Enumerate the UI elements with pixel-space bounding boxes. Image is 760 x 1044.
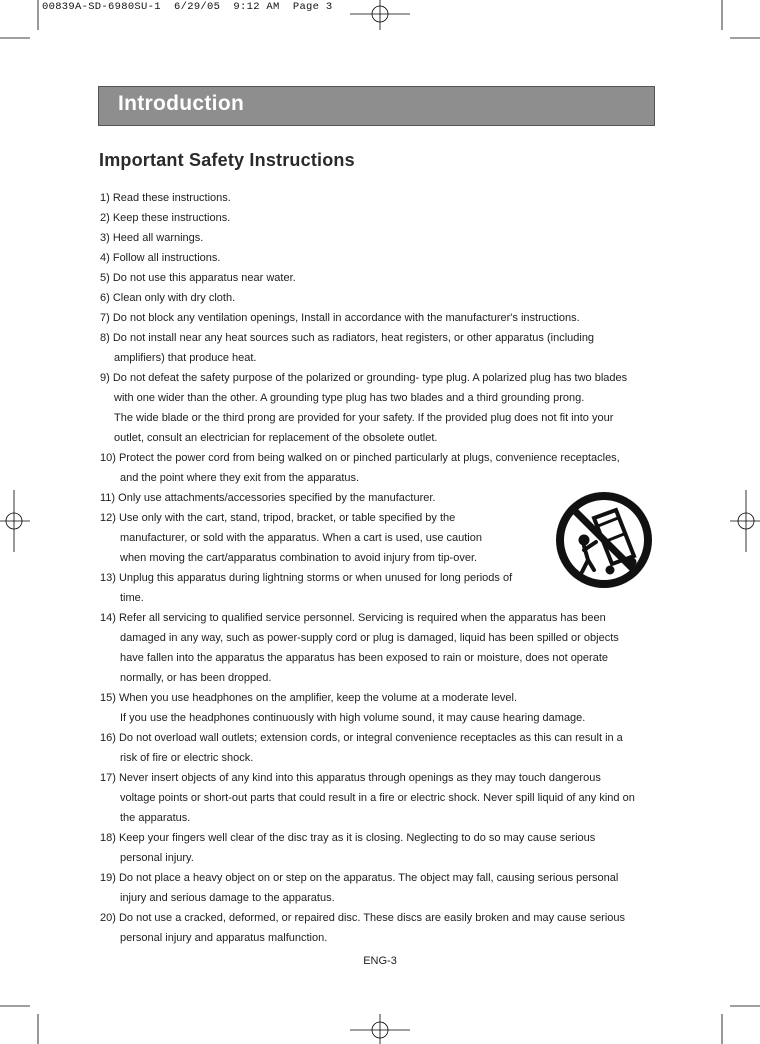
instruction-continuation: normally, or has been dropped. <box>120 672 272 684</box>
instruction-text <box>100 288 660 308</box>
instruction-number: 5) <box>100 272 110 284</box>
instruction-text <box>100 248 660 268</box>
instruction-item <box>100 448 660 488</box>
instruction-item <box>100 208 660 228</box>
instruction-number: 10) <box>100 452 116 464</box>
registration-mark-icon <box>350 1014 410 1044</box>
instruction-item <box>100 368 660 448</box>
instruction-line: Do not use a cracked, deformed, or repaired disc. These discs are easily broken and may cause serious <box>118 912 626 924</box>
instruction-line: Do not place a heavy object on or step on the apparatus. The object may fall, causing serious personal <box>118 872 619 884</box>
instruction-continuation: If you use the headphones continuously with high volume sound, it may cause hearing damage. <box>120 712 586 724</box>
cart-tip-over-warning-icon <box>554 490 654 590</box>
instruction-line: Keep your fingers well clear of the disc tray as it is closing. Neglecting to do so may cause serious <box>118 832 596 844</box>
instruction-text <box>100 328 660 348</box>
instruction-number: 17) <box>100 772 116 784</box>
instruction-line: Never insert objects of any kind into this apparatus through openings as they may touch dangerous <box>118 772 601 784</box>
instruction-continuation: manufacturer, or sold with the apparatus. When a cart is used, use caution <box>120 532 482 544</box>
instruction-item <box>100 868 660 908</box>
section-title: Introduction <box>118 92 245 115</box>
page-number: ENG-3 <box>363 955 397 967</box>
instruction-continuation: The wide blade or the third prong are provided for your safety. If the provided plug does not fit into your <box>114 412 614 424</box>
instruction-item <box>100 828 660 868</box>
instruction-number: 6) <box>100 292 110 304</box>
instruction-number: 2) <box>100 212 110 224</box>
instruction-line: Only use attachments/accessories specified by the manufacturer. <box>118 492 436 504</box>
instruction-continuation: time. <box>120 592 144 604</box>
instruction-line: Clean only with dry cloth. <box>112 292 236 304</box>
instruction-line: Do not block any ventilation openings, Install in accordance with the manufacturer's instructions. <box>112 312 580 324</box>
instruction-item <box>100 228 660 248</box>
registration-mark-icon <box>0 490 30 552</box>
instruction-item <box>100 728 660 768</box>
instruction-item <box>100 768 660 828</box>
instruction-line: Follow all instructions. <box>112 252 221 264</box>
instruction-line: Do not defeat the safety purpose of the polarized or grounding- type plug. A polarized plug has two blades <box>112 372 628 384</box>
instruction-text <box>100 208 660 228</box>
instruction-continuation: have fallen into the apparatus the apparatus has been exposed to rain or moisture, does not operate <box>120 652 608 664</box>
instruction-line: Unplug this apparatus during lightning storms or when unused for long periods of <box>118 572 513 584</box>
instruction-number: 19) <box>100 872 116 884</box>
instruction-text <box>100 728 660 748</box>
registration-mark-icon <box>350 0 410 30</box>
instruction-item <box>100 328 660 368</box>
instruction-line: Read these instructions. <box>112 192 231 204</box>
instruction-number: 3) <box>100 232 110 244</box>
instruction-text <box>100 868 660 888</box>
instruction-item <box>100 688 660 728</box>
instruction-number: 4) <box>100 252 110 264</box>
instruction-number: 14) <box>100 612 116 624</box>
instruction-number: 7) <box>100 312 110 324</box>
instruction-continuation: amplifiers) that produce heat. <box>114 352 257 364</box>
instruction-text <box>100 188 660 208</box>
instruction-item <box>100 608 660 688</box>
instruction-item <box>100 188 660 208</box>
instruction-text <box>100 308 660 328</box>
instruction-continuation: when moving the cart/apparatus combination to avoid injury from tip-over. <box>120 552 478 564</box>
instruction-number: 18) <box>100 832 116 844</box>
instruction-text <box>100 268 660 288</box>
print-header: 00839A-SD-6980SU-1 6/29/05 9:12 AM Page 3 <box>42 1 333 13</box>
instruction-continuation: outlet, consult an electrician for replacement of the obsolete outlet. <box>114 432 438 444</box>
instruction-continuation: voltage points or short-out parts that could result in a fire or electric shock. Never spill liquid of any kind on <box>120 792 635 804</box>
instruction-line: Protect the power cord from being walked on or pinched particularly at plugs, convenience receptacles, <box>118 452 620 464</box>
instruction-number: 11) <box>100 492 116 504</box>
instruction-line: Do not use this apparatus near water. <box>112 272 296 284</box>
instruction-item <box>100 288 660 308</box>
instruction-number: 16) <box>100 732 116 744</box>
instruction-continuation: and the point where they exit from the apparatus. <box>120 472 360 484</box>
instruction-number: 12) <box>100 512 116 524</box>
instruction-number: 9) <box>100 372 110 384</box>
instruction-item <box>100 248 660 268</box>
instruction-continuation: the apparatus. <box>120 812 191 824</box>
instruction-continuation: damaged in any way, such as power-supply cord or plug is damaged, liquid has been spilled or objects <box>120 632 619 644</box>
instruction-item <box>100 308 660 328</box>
instruction-continuation: with one wider than the other. A grounding type plug has two blades and a third grounding prong. <box>114 392 585 404</box>
instruction-number: 1) <box>100 192 110 204</box>
instruction-text <box>100 768 660 788</box>
instruction-continuation: injury and serious damage to the apparatus. <box>120 892 335 904</box>
instruction-text <box>100 688 660 708</box>
instruction-line: When you use headphones on the amplifier, keep the volume at a moderate level. <box>118 692 518 704</box>
instruction-number: 13) <box>100 572 116 584</box>
instruction-text <box>100 368 660 388</box>
instruction-item <box>100 268 660 288</box>
instruction-number: 15) <box>100 692 116 704</box>
instruction-number: 8) <box>100 332 110 344</box>
instruction-text <box>100 448 660 468</box>
instruction-continuation: personal injury and apparatus malfunction. <box>120 932 328 944</box>
section-banner <box>98 86 655 126</box>
instruction-text <box>100 908 660 928</box>
instruction-item <box>100 908 660 948</box>
instruction-continuation: risk of fire or electric shock. <box>120 752 254 764</box>
instruction-text <box>100 228 660 248</box>
instruction-number: 20) <box>100 912 116 924</box>
instruction-line: Refer all servicing to qualified service personnel. Servicing is required when the apparatus has been <box>118 612 606 624</box>
instruction-line: Keep these instructions. <box>112 212 231 224</box>
page-heading: Important Safety Instructions <box>99 150 355 170</box>
instruction-line: Do not install near any heat sources such as radiators, heat registers, or other apparatus (including <box>112 332 595 344</box>
instruction-text <box>100 608 660 628</box>
instruction-continuation: personal injury. <box>120 852 194 864</box>
instruction-line: Do not overload wall outlets; extension cords, or integral convenience receptacles as this can result in a <box>118 732 623 744</box>
instruction-line: Heed all warnings. <box>112 232 204 244</box>
instruction-text <box>100 828 660 848</box>
instruction-line: Use only with the cart, stand, tripod, bracket, or table specified by the <box>118 512 456 524</box>
registration-mark-icon <box>730 490 760 552</box>
